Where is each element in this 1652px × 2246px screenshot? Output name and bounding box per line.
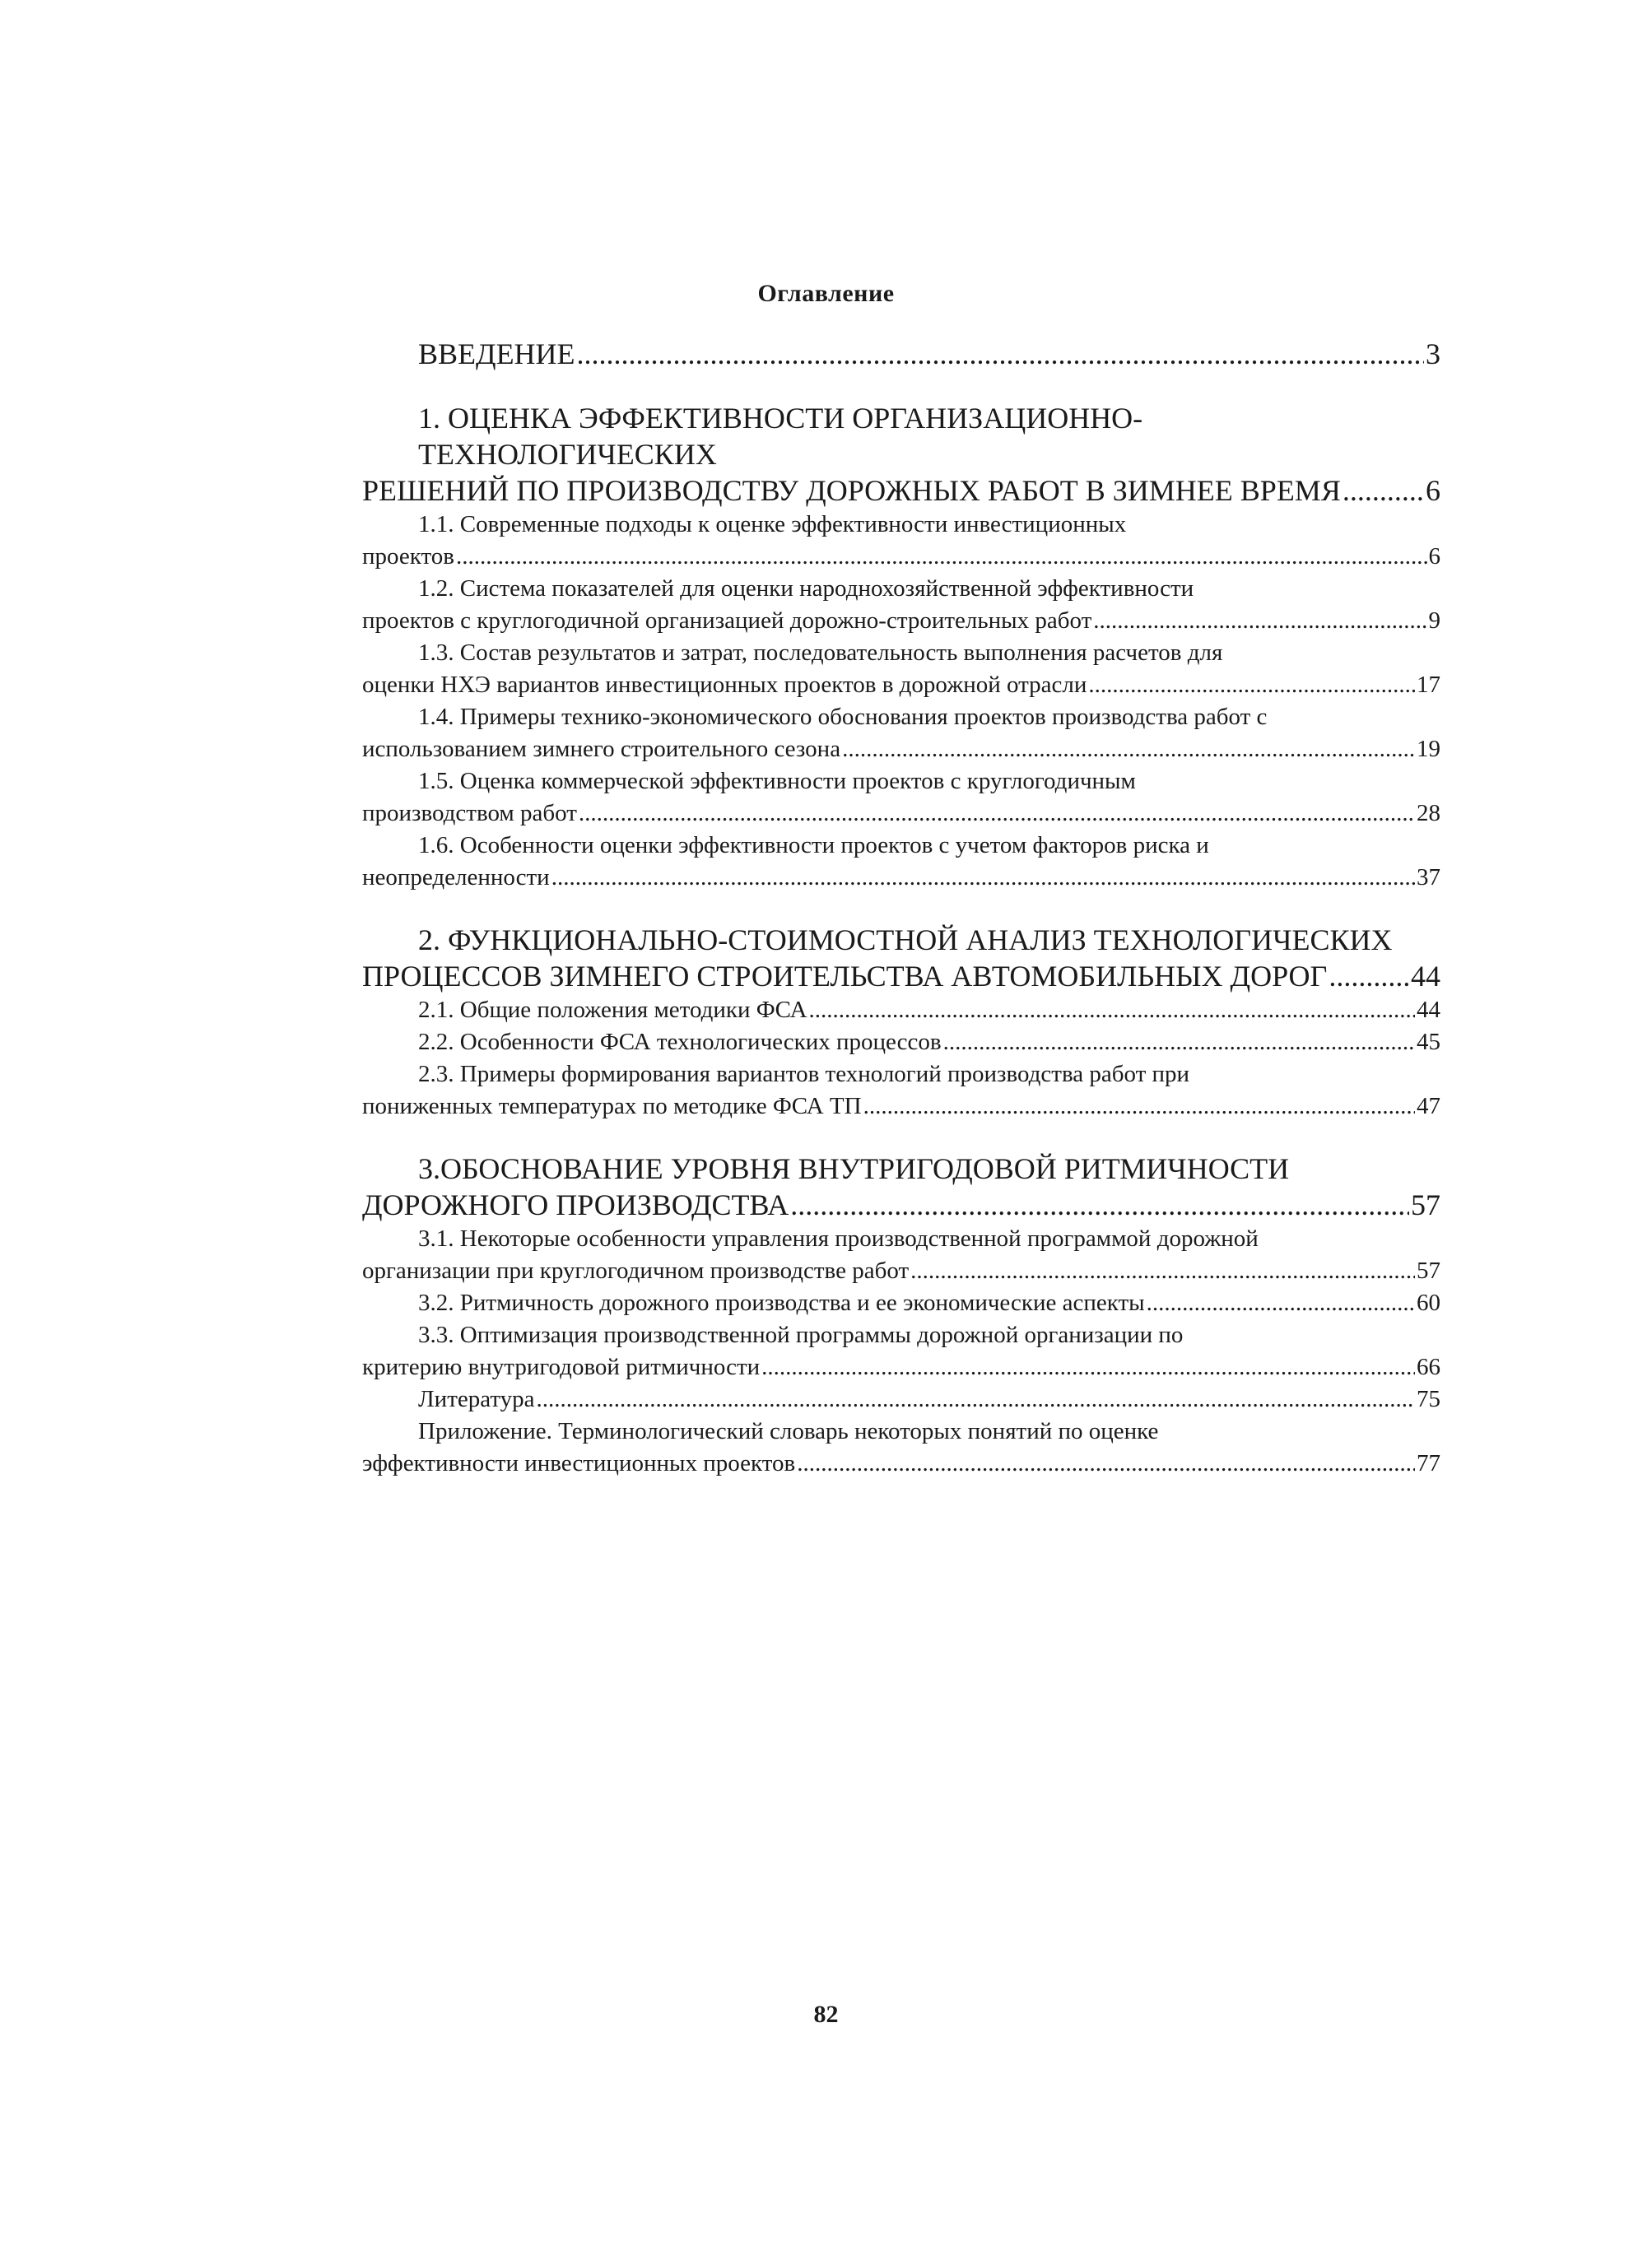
toc-entry-title: пониженных температурах по методике ФСА ТП [362, 1093, 862, 1119]
page-number: 82 [813, 2001, 839, 2028]
toc-page-ref: 17 [1417, 672, 1440, 698]
toc-subentry[interactable] [362, 509, 1440, 573]
toc-page-ref: 19 [1417, 736, 1440, 762]
toc-entry-title: РЕШЕНИЙ ПО ПРОИЗВОДСТВУ ДОРОЖНЫХ РАБОТ В ЗИМНЕЕ ВРЕМЯ [362, 474, 1341, 507]
toc-entry-title: ПРОЦЕССОВ ЗИМНЕГО СТРОИТЕЛЬСТВА АВТОМОБИЛЬНЫХ ДОРОГ [362, 960, 1328, 993]
table-of-contents [362, 336, 1440, 1508]
dot-leader [579, 797, 1415, 830]
toc-entry-title: критерию внутригодовой ритмичности [362, 1354, 761, 1380]
toc-page-ref: 66 [1417, 1354, 1440, 1380]
toc-chapter-entry[interactable] [362, 336, 1440, 372]
toc-entry-title: проектов [362, 543, 454, 570]
toc-entry-title: Литература [418, 1386, 535, 1412]
toc-chapter-entry[interactable] [362, 400, 1440, 509]
toc-entry-title: использованием зимнего строительного сезона [362, 736, 841, 762]
dot-leader [1088, 669, 1415, 701]
toc-page-ref: 45 [1417, 1029, 1440, 1055]
toc-entry-title: неопределенности [362, 864, 550, 890]
toc-page-ref: 44 [1417, 997, 1440, 1023]
dot-leader [456, 541, 1427, 573]
toc-subentry[interactable] [362, 1287, 1440, 1319]
toc-page-ref: 44 [1411, 960, 1440, 993]
toc-entry-title: ВВЕДЕНИЕ [418, 337, 575, 370]
toc-entry-title-line: 1.3. Состав результатов и затрат, последовательность выполнения расчетов для [418, 639, 1223, 666]
toc-entry-title: 3.2. Ритмичность дорожного производства и ее экономические аспекты [418, 1290, 1145, 1316]
dot-leader [863, 1090, 1415, 1123]
toc-subentry[interactable] [362, 830, 1440, 894]
dot-leader [577, 336, 1424, 372]
toc-subentry[interactable] [362, 573, 1440, 637]
toc-page-ref: 9 [1428, 607, 1440, 634]
dot-leader [797, 1448, 1415, 1480]
toc-entry-title-line: 3.1. Некоторые особенности управления производственной программой дорожной [418, 1225, 1259, 1252]
dot-leader [790, 1187, 1409, 1223]
toc-subentry[interactable] [362, 1383, 1440, 1416]
toc-entry-title: производством работ [362, 800, 577, 826]
toc-section [362, 1151, 1440, 1480]
page-title: Оглавление [757, 280, 895, 307]
toc-chapter-entry[interactable] [362, 1151, 1440, 1223]
toc-page-ref: 47 [1417, 1093, 1440, 1119]
toc-section [362, 400, 1440, 894]
toc-subentry[interactable] [362, 1058, 1440, 1123]
toc-page-ref: 60 [1417, 1290, 1440, 1316]
toc-page-ref: 57 [1417, 1258, 1440, 1284]
toc-page-ref: 77 [1417, 1450, 1440, 1476]
toc-entry-title-line: Приложение. Терминологический словарь некоторых понятий по оценке [418, 1418, 1159, 1444]
toc-entry-title-line: 1.4. Примеры технико-экономического обоснования проектов производства работ с [418, 704, 1268, 730]
toc-entry-title-line: 3.ОБОСНОВАНИЕ УРОВНЯ ВНУТРИГОДОВОЙ РИТМИЧНОСТИ [418, 1152, 1290, 1185]
toc-entry-title: ДОРОЖНОГО ПРОИЗВОДСТВА [362, 1188, 789, 1221]
dot-leader [1093, 605, 1426, 637]
toc-section [362, 922, 1440, 1123]
toc-page-ref: 28 [1417, 800, 1440, 826]
toc-page-ref: 57 [1411, 1188, 1440, 1221]
toc-entry-title-line: 1.5. Оценка коммерческой эффективности проектов с круглогодичным [418, 768, 1136, 794]
dot-leader [1147, 1287, 1415, 1319]
toc-entry-title: 2.1. Общие положения методики ФСА [418, 997, 807, 1023]
dot-leader [537, 1383, 1415, 1416]
toc-subentry[interactable] [362, 994, 1440, 1026]
toc-subentry[interactable] [362, 1223, 1440, 1287]
toc-subentry[interactable] [362, 637, 1440, 701]
toc-section [362, 336, 1440, 372]
toc-page-ref: 6 [1426, 474, 1440, 507]
toc-entry-title-line: 1. ОЦЕНКА ЭФФЕКТИВНОСТИ ОРГАНИЗАЦИОННО-ТЕХНОЛОГИЧЕСКИХ [418, 402, 1143, 471]
toc-entry-title-line: 2.3. Примеры формирования вариантов технологий производства работ при [418, 1061, 1190, 1087]
dot-leader [1343, 472, 1424, 509]
toc-page-ref: 37 [1417, 864, 1440, 890]
dot-leader [551, 862, 1415, 894]
toc-subentry[interactable] [362, 765, 1440, 830]
toc-chapter-entry[interactable] [362, 922, 1440, 994]
dot-leader [761, 1351, 1415, 1383]
dot-leader [1329, 958, 1409, 994]
dot-leader [809, 994, 1415, 1026]
toc-entry-title-line: 1.2. Система показателей для оценки народнохозяйственной эффективности [418, 575, 1194, 602]
toc-page-ref: 3 [1426, 337, 1440, 370]
toc-entry-title: проектов с круглогодичной организацией дорожно-строительных работ [362, 607, 1092, 634]
toc-subentry[interactable] [362, 1416, 1440, 1480]
toc-entry-title-line: 2. ФУНКЦИОНАЛЬНО-СТОИМОСТНОЙ АНАЛИЗ ТЕХНОЛОГИЧЕСКИХ [418, 923, 1393, 956]
toc-entry-title-line: 1.1. Современные подходы к оценке эффективности инвестиционных [418, 511, 1127, 537]
toc-entry-title: эффективности инвестиционных проектов [362, 1450, 796, 1476]
toc-entry-title: оценки НХЭ вариантов инвестиционных проектов в дорожной отрасли [362, 672, 1087, 698]
dot-leader [842, 733, 1415, 765]
toc-page-ref: 6 [1428, 543, 1440, 570]
toc-entry-title: 2.2. Особенности ФСА технологических процессов [418, 1029, 942, 1055]
toc-entry-title-line: 1.6. Особенности оценки эффективности проектов с учетом факторов риска и [418, 832, 1209, 858]
dot-leader [943, 1026, 1415, 1058]
toc-entry-title-line: 3.3. Оптимизация производственной программы дорожной организации по [418, 1322, 1184, 1348]
toc-subentry[interactable] [362, 701, 1440, 765]
toc-entry-title: организации при круглогодичном производстве работ [362, 1258, 910, 1284]
toc-page-ref: 75 [1417, 1386, 1440, 1412]
dot-leader [910, 1255, 1415, 1287]
toc-subentry[interactable] [362, 1319, 1440, 1383]
toc-subentry[interactable] [362, 1026, 1440, 1058]
